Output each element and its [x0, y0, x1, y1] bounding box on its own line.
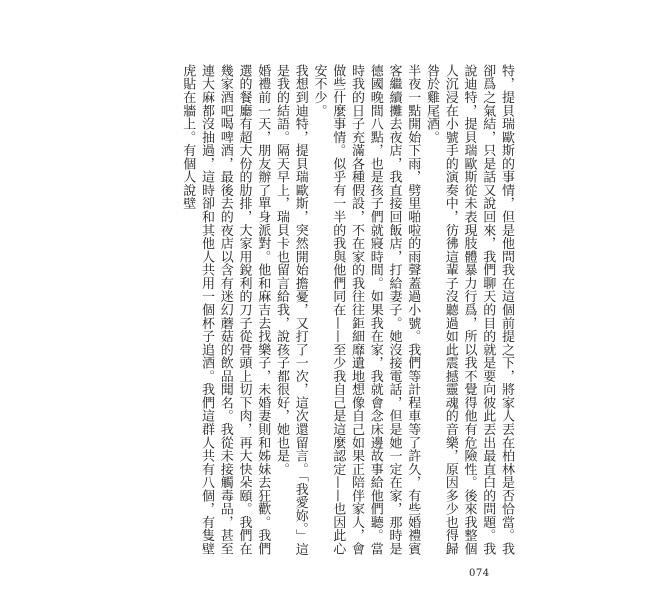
paragraph-2: 半夜一點開始下雨，劈里啪啦的雨聲蓋過小號。我們等計程車等了許久，有些婚禮賓客繼續攤去夜店，我直接回飯店，打給妻子。她沒接電話，但是她一定在家，那時是德國晚間八點，也是孩子們就寢時間。如果我在家，我就會念床邊故事給他們聽。當時我的日子充滿各種假設，不在家的我往往鉅細靡遺地想像自己如果正陪伴家人，會做些什麼事情。似乎有一半的我與他們同在——至少我自己是這麼認定——也因此心安不少。 [311, 64, 421, 556]
paragraph-4: 婚禮前一天，朋友辦了單身派對。他和麻吉去找樂子，未婚妻則和姊妹去狂歡。我們選的餐廳有超大份的肋排，大家用銳利的刀子從骨頭上切下肉，再大快朵頤。我們在幾家酒吧喝啤酒，最後去的夜店以含有迷幻蘑菇的飲品聞名。我從未接觸毒品，甚至連大麻都沒抽過，這時卻和其他人共用一個杯子追酒。我們這群人共有八個，有隻壁虎貼在牆上。有個人說壁 [180, 64, 271, 556]
vertical-text-body [180, 64, 515, 559]
paragraph-3: 我想到迪特，提貝瑞歐斯，突然開始擔憂，又打了一次，這次還留言。「我愛妳。」這是我的結語。隔天早上，瑞貝卡也留言給我，說孩子都很好，她也是。 [274, 64, 308, 556]
page-number: 074 [469, 568, 490, 579]
paragraph-1: 特，提貝瑞歐斯的事情，但是他問我在這個前提之下，將家人丟在柏林是否恰當。我卻爲之氣結，只是話又說回來，我們聊天的目的就是要向彼此丟出最直白的問題。我說迪特，提貝瑞歐斯從未表現肢體暴力行爲，所以我不覺得他有危險性。後來我整個人沉浸在小號手的演奏中，彷彿這輩子沒聽過如此震撼靈魂的音樂，原因多少也得歸咎於雞尾酒。 [424, 64, 514, 556]
